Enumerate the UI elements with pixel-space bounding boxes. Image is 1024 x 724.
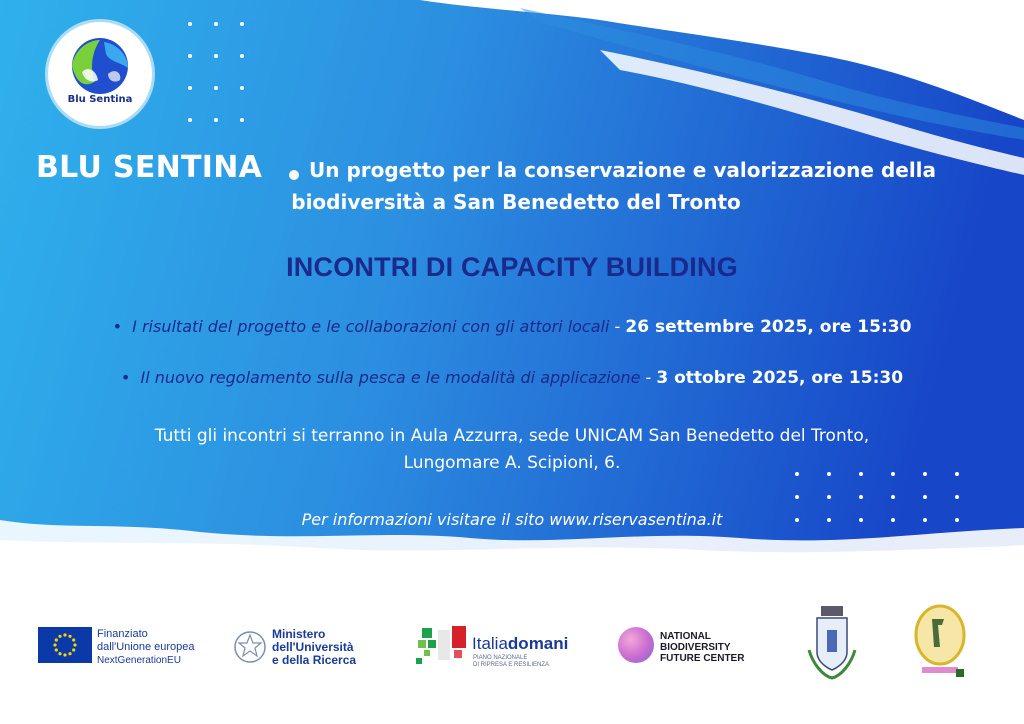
section-heading: INCONTRI DI CAPACITY BUILDING xyxy=(286,252,738,282)
decorative-dot-grid-top xyxy=(188,22,244,122)
italiadomani-part2: domani xyxy=(507,634,569,653)
ministry-line3: e della Ricerca xyxy=(272,653,357,667)
event-item xyxy=(0,317,1024,337)
municipal-coat-of-arms-icon xyxy=(803,604,861,684)
separator: - xyxy=(640,368,657,387)
nbfc-sphere-icon xyxy=(618,627,654,663)
blu-sentina-logo xyxy=(48,22,152,126)
nbfc-text xyxy=(660,631,744,664)
ministry-emblem-icon xyxy=(233,628,267,666)
italiadomani-subtitle xyxy=(473,655,549,669)
italiadomani-sub2: DI RIPRESA E RESILIENZA xyxy=(473,662,550,668)
eu-funding-text xyxy=(97,628,195,667)
italiadomani-title xyxy=(472,634,568,654)
italiadomani-part1: Italia xyxy=(472,634,508,653)
brand-title: BLU SENTINA xyxy=(36,150,263,185)
eu-line1: Finanziato xyxy=(97,628,148,640)
info-website-text: Per informazioni visitare il sito www.riservasentina.it xyxy=(301,510,723,529)
venue-line1: Tutti gli incontri si terranno in Aula Azzurra, sede UNICAM San Benedetto del Tronto, xyxy=(154,426,870,446)
nbfc-line1: NATIONAL xyxy=(660,631,711,642)
event-topic: Il nuovo regolamento sulla pesca e le modalità di applicazione xyxy=(140,368,641,387)
event-item xyxy=(0,368,1024,388)
eu-line3: NextGenerationEU xyxy=(97,655,181,666)
eu-flag-logo xyxy=(38,627,92,663)
ministry-line1: Ministero xyxy=(272,627,326,641)
italiadomani-pixel-flag-icon xyxy=(414,624,470,668)
event-date-time: 26 settembre 2025, ore 15:30 xyxy=(625,317,912,337)
nbfc-line3: FUTURE CENTER xyxy=(660,653,745,664)
event-date-time: 3 ottobre 2025, ore 15:30 xyxy=(656,368,904,388)
event-topic: I risultati del progetto e le collaborazioni con gli attori locali xyxy=(132,317,610,336)
eu-line2: dall'Unione europea xyxy=(97,641,195,653)
ministry-text xyxy=(272,628,356,667)
nbfc-line2: BIODIVERSITY xyxy=(660,642,731,653)
title-separator-dot xyxy=(289,170,299,180)
logo-name: Blu Sentina xyxy=(67,94,133,105)
bullet: • xyxy=(112,317,133,336)
ministry-line2: dell'Università xyxy=(272,640,354,654)
eu-stars-icon xyxy=(38,627,92,663)
tagline-line2: biodiversità a San Benedetto del Tronto xyxy=(291,190,741,214)
separator: - xyxy=(609,317,626,336)
globe-leaf-icon xyxy=(48,22,152,126)
venue-line2: Lungomare A. Scipioni, 6. xyxy=(403,453,621,473)
bullet: • xyxy=(120,368,141,387)
tagline-line1: Un progetto per la conservazione e valorizzazione della xyxy=(309,158,937,182)
italiadomani-sub1: PIANO NAZIONALE xyxy=(473,655,528,661)
riserva-sentina-logo xyxy=(912,603,968,681)
